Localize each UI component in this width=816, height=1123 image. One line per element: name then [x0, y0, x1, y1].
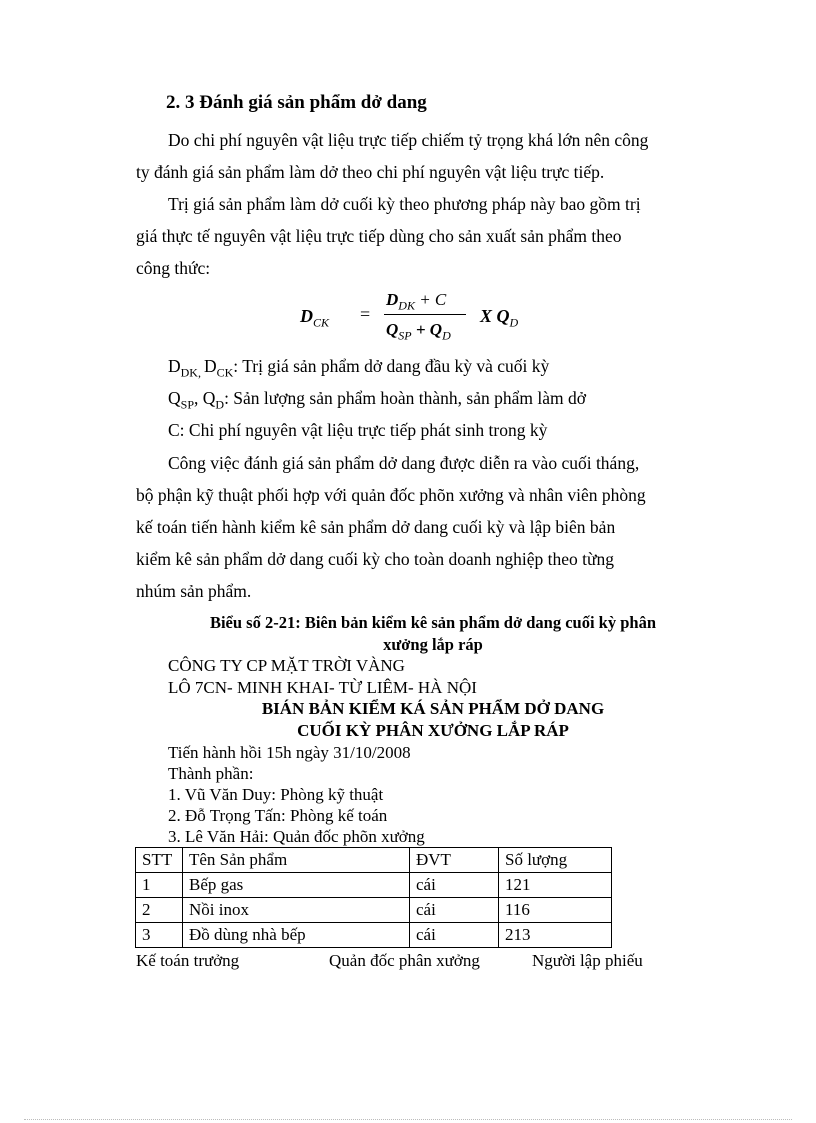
table-cell: cái	[410, 923, 499, 948]
company-address: LÔ 7CN- MINH KHAI- TỪ LIÊM- HÀ NỘI	[168, 678, 477, 697]
formula-equals: =	[360, 304, 371, 324]
table-row	[136, 898, 612, 923]
formula-numerator: $D_{DK} + C$	[386, 290, 447, 313]
table-cell: Đồ dùng nhà bếp	[183, 923, 410, 948]
signature-preparer: Người lập phiếu	[532, 951, 643, 970]
table-cell: 116	[499, 898, 612, 923]
table-row	[136, 873, 612, 898]
table-cell: Nồi inox	[183, 898, 410, 923]
table-row	[136, 923, 612, 948]
company-name: CÔNG TY CP MẶT TRỜI VÀNG	[168, 656, 405, 675]
table-header-row	[136, 848, 612, 873]
signature-workshop-manager: Quản đốc phân xưởng	[329, 951, 480, 970]
table-cell: cái	[410, 873, 499, 898]
table-cell: cái	[410, 898, 499, 923]
formula-lhs: $D_{CK}$	[300, 306, 330, 330]
paragraph-line: kế toán tiến hành kiểm kê sản phẩm dở dang cuối kỳ và lập biên bản	[136, 517, 616, 537]
paragraph-line: bộ phận kỹ thuật phối hợp với quản đốc phõn xưởng và nhân viên phòng	[136, 485, 646, 505]
definition-line: C: Chi phí nguyên vật liệu trực tiếp phát sinh trong kỳ	[168, 420, 548, 440]
formula-denominator: $Q_{SP} + Q_D$	[386, 320, 451, 343]
paragraph-line: Trị giá sản phẩm làm dở cuối kỳ theo phương pháp này bao gồm trị	[168, 194, 641, 214]
member-line: 2. Đỗ Trọng Tấn: Phòng kế toán	[168, 806, 388, 825]
table-cell: 2	[136, 898, 183, 923]
paragraph-line: công thức:	[136, 258, 211, 278]
document-title: BIÁN BẢN KIỂM KÁ SẢN PHẨM DỞ DANG CUỐI KỲ PHÂN XƯỞNG LẮP RÁP	[261, 699, 605, 740]
signature-chief-accountant: Kế toán trưởng	[136, 951, 240, 970]
table-cell: 3	[136, 923, 183, 948]
header-cell: ĐVT	[410, 848, 499, 873]
member-line: 1. Vũ Văn Duy: Phòng kỹ thuật	[168, 785, 384, 804]
paragraph-line: kiểm kê sản phẩm dở dang cuối kỳ cho toàn doanh nghiệp theo từng	[136, 549, 615, 569]
members-label: Thành phần:	[168, 764, 254, 783]
member-line: 3. Lê Văn Hải: Quản đốc phõn xưởng	[168, 827, 425, 846]
section-heading: 2. 3 Đánh giá sản phẩm dở dang	[166, 92, 427, 113]
formula-rhs: X $Q_D$	[480, 306, 519, 330]
definition-line: $D_{DK,}$ $D_{CK}$: Trị giá sản phẩm dở dang đầu kỳ và cuối kỳ	[168, 356, 550, 380]
page-bottom-border	[24, 1119, 792, 1120]
paragraph-line: giá thực tế nguyên vật liệu trực tiếp dùng cho sản xuất sản phẩm theo	[136, 226, 622, 246]
header-cell: Số lượng	[499, 848, 612, 873]
definition-line: $Q_{SP}$, $Q_D$: Sản lượng sản phẩm hoàn thành, sản phẩm làm dở	[168, 388, 586, 412]
inventory-table	[135, 847, 612, 948]
paragraph-line: Công việc đánh giá sản phẩm dở dang được diễn ra vào cuối tháng,	[168, 453, 640, 473]
header-cell: Tên Sản phẩm	[183, 848, 410, 873]
table-cell: 121	[499, 873, 612, 898]
table-caption: Biểu số 2-21: Biên bản kiểm kê sản phẩm dở dang cuối kỳ phân xưởng lắp ráp	[209, 613, 657, 654]
formula	[300, 290, 540, 350]
meeting-time: Tiến hành hồi 15h ngày 31/10/2008	[168, 743, 411, 762]
header-cell: STT	[136, 848, 183, 873]
fraction-bar	[384, 314, 466, 315]
paragraph-line: Do chi phí nguyên vật liệu trực tiếp chiếm tỷ trọng khá lớn nên công	[168, 130, 649, 150]
table-cell: 1	[136, 873, 183, 898]
paragraph-line: ty đánh giá sản phẩm làm dở theo chi phí nguyên vật liệu trực tiếp.	[136, 162, 605, 182]
table-cell: 213	[499, 923, 612, 948]
table-cell: Bếp gas	[183, 873, 410, 898]
paragraph-line: nhúm sản phẩm.	[136, 581, 252, 601]
